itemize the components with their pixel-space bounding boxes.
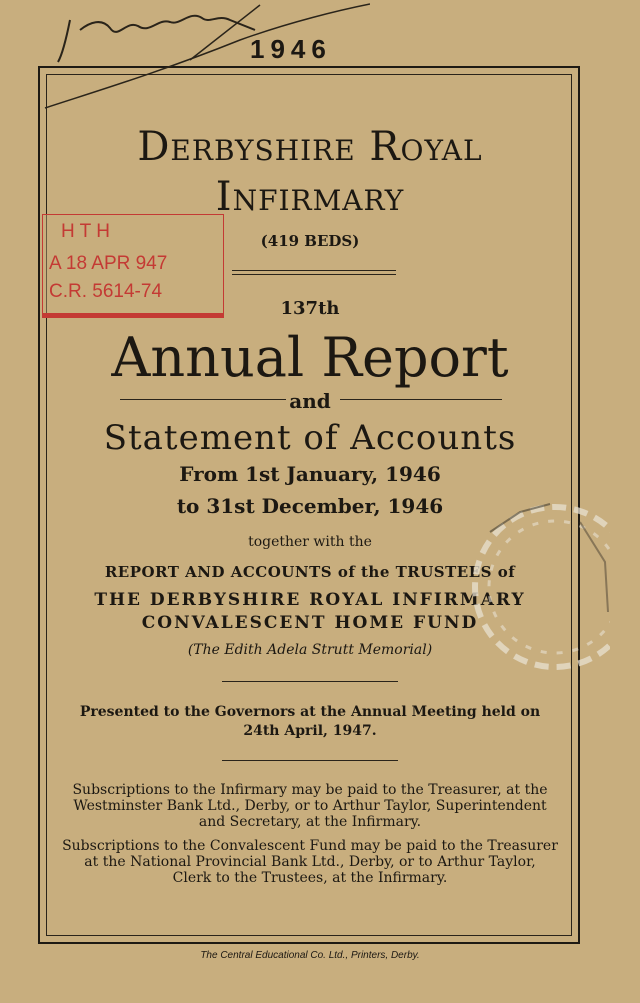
rule-under-beds-2 [232,274,396,275]
rule-above-subscriptions [222,760,398,761]
presented-text [60,703,560,741]
title-line-1: Derbyshire Royal [137,124,483,170]
rule-above-presented [222,681,398,682]
subscription-line: Clerk to the Trustees, at the Infirmary. [172,870,448,886]
stamp-line-2: A 18 APR 947 [49,253,168,274]
subscription-line: Subscriptions to the Infirmary may be paid to the Treasurer, at the [72,782,548,798]
subscriptions-fund [60,838,560,886]
beds-count: (419 BEDS) [260,232,360,250]
rule-right-of-and [340,399,502,400]
memorial-line: (The Edith Adela Strutt Memorial) [187,642,433,658]
subscription-line: at the National Provincial Bank Ltd., Derby, or to Arthur Taylor, [84,854,536,870]
statement-title: Statement of Accounts [103,418,517,458]
subscriptions-infirmary [60,782,560,830]
stamp-line-3: C.R. 5614-74 [49,281,163,302]
subscription-line: and Secretary, at the Infirmary. [198,814,422,830]
title-line-2: Infirmary [215,174,405,220]
rule-under-beds-1 [232,270,396,271]
subscription-line: Subscriptions to the Convalescent Fund may be paid to the Treasurer [62,838,558,854]
fund-line-1: THE DERBYSHIRE ROYAL INFIRMARY [94,590,526,610]
presented-line-1: Presented to the Governors at the Annual Meeting held on [79,704,541,720]
presented-line-2: 24th April, 1947. [243,723,377,739]
printer-credit: The Central Educational Co. Ltd., Printers, Derby. [200,950,420,961]
together-line: together with the [248,534,372,550]
edition-number: 137th [280,298,340,319]
and-connector: and [289,389,331,413]
year-label: 1946 [250,34,332,64]
period-to: to 31st December, 1946 [176,494,444,518]
trustees-line: REPORT AND ACCOUNTS of the TRUSTEES of [104,563,516,581]
subscription-line: Westminster Bank Ltd., Derby, or to Arthur Taylor, Superintendent [73,798,547,814]
period-from: From 1st January, 1946 [179,462,441,486]
library-date-stamp [42,214,224,318]
report-title: Annual Report [111,326,509,389]
fund-line-2: CONVALESCENT HOME FUND [141,613,479,633]
stamp-bar [43,313,223,317]
circular-seal-stamp [460,492,610,692]
stamp-line-1: H T H [61,221,110,242]
